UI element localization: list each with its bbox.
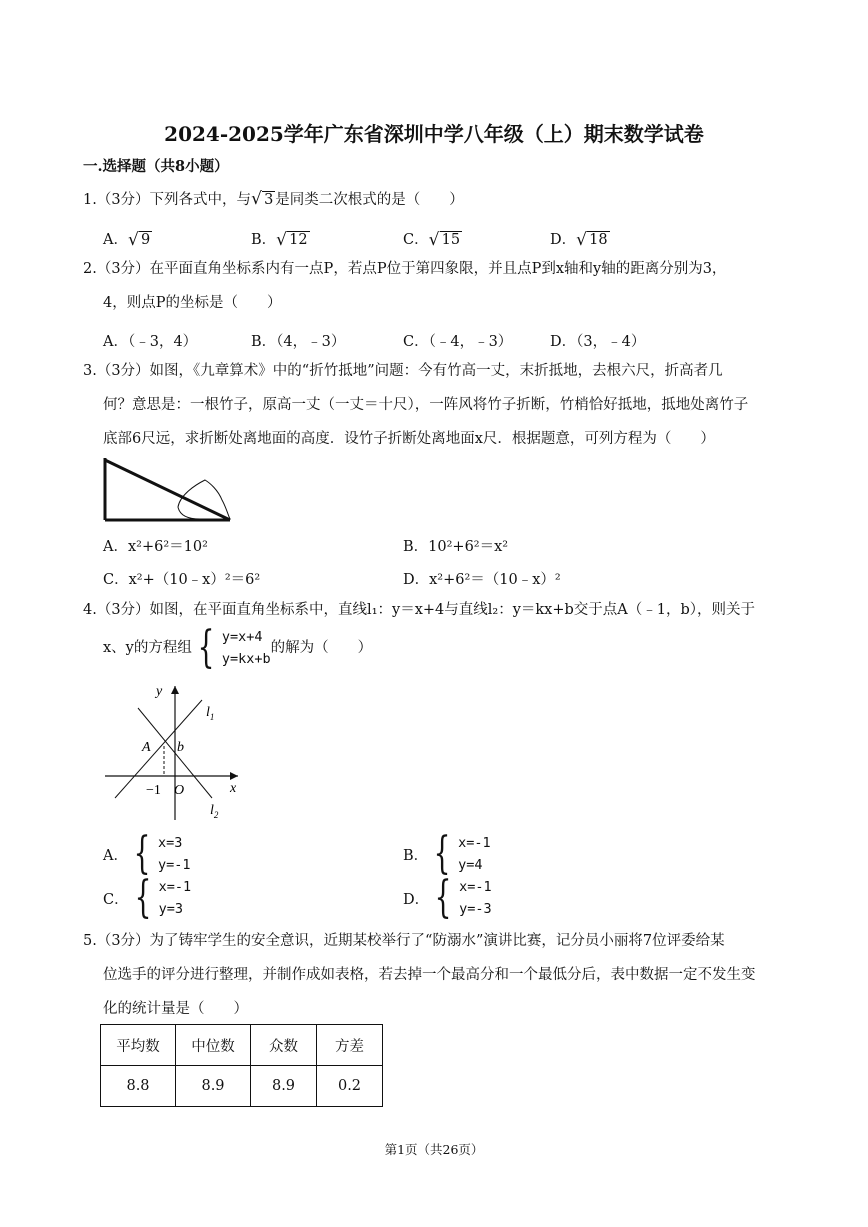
q2-line-1: 2.（3分）在平面直角坐标系内有一点P，若点P位于第四象限，并且点P到x轴和y轴的距离分别为3， bbox=[83, 261, 727, 277]
q5-line-3: 化的统计量是（ ） bbox=[103, 1001, 248, 1017]
q3-option-a: A．x²+6²＝10² bbox=[103, 539, 208, 555]
table-row bbox=[101, 1066, 383, 1107]
table-cell: 8.8 bbox=[101, 1066, 176, 1107]
q4-option-c: C． { x=-1 y=3 bbox=[103, 872, 192, 923]
bamboo-diagram bbox=[100, 455, 235, 525]
q1-option-c: C．√ 15 bbox=[403, 228, 462, 249]
broken-bamboo bbox=[105, 460, 230, 520]
table-cell: 8.9 bbox=[176, 1066, 251, 1107]
q3-option-d: D．x²+6²＝（10﹣x）² bbox=[403, 572, 561, 588]
stats-table bbox=[100, 1024, 383, 1107]
table-header-cell: 平均数 bbox=[101, 1025, 176, 1066]
point-a-label: A bbox=[142, 740, 151, 755]
q4-option-b: B． { x=-1 y=4 bbox=[403, 828, 491, 879]
q2-line-2: 4，则点P的坐标是（ ） bbox=[103, 295, 282, 311]
q4-line-2 bbox=[103, 622, 373, 673]
q4-line-2-post: 的解为（ ） bbox=[270, 639, 373, 656]
l1-label: $l_1$ bbox=[206, 705, 215, 722]
q5-line-2: 位选手的评分进行整理，并制作成如表格，若去掉一个最高分和一个最低分后，表中数据一定不发生变 bbox=[103, 967, 756, 983]
q4-option-d: D． { x=-1 y=-3 bbox=[403, 872, 492, 923]
table-cell: 0.2 bbox=[317, 1066, 383, 1107]
q4-option-a: A． { x=3 y=-1 bbox=[103, 828, 191, 879]
b-label: b bbox=[177, 740, 184, 755]
q3-option-b: B．10²+6²＝x² bbox=[403, 539, 509, 555]
q1-option-d: D．√ 18 bbox=[550, 228, 610, 249]
q4-equation-system: { y=x+4 y=kx+b bbox=[197, 622, 271, 673]
q1-option-a: A．√ 9 bbox=[103, 228, 152, 249]
l2-label: $l_2$ bbox=[210, 803, 219, 820]
table-cell: 8.9 bbox=[251, 1066, 317, 1107]
q3-line-2: 何？意思是：一根竹子，原高一丈（一丈＝十尺），一阵风将竹子折断，竹梢恰好抵地，抵地处离竹子 bbox=[103, 397, 749, 413]
q1-radicand: 3 bbox=[264, 192, 274, 208]
q2-option-c: C．（﹣4，﹣3） bbox=[403, 334, 513, 350]
section-heading: 一.选择题（共8小题） bbox=[83, 158, 229, 175]
q3-line-3: 底部6尺远，求折断处离地面的高度．设竹子折断处离地面x尺．根据题意，可列方程为（ ） bbox=[103, 431, 715, 447]
q4-line-1: 4.（3分）如图，在平面直角坐标系中，直线l₁：y＝x+4与直线l₂：y＝kx+b交于点A（﹣1，b），则关于 bbox=[83, 602, 756, 618]
question-1-stem bbox=[83, 193, 464, 208]
q2-option-d: D．（3，﹣4） bbox=[550, 334, 646, 350]
x-axis-arrow bbox=[230, 772, 238, 780]
q1-option-b: B．√ 12 bbox=[251, 228, 310, 249]
table-header-cell: 中位数 bbox=[176, 1025, 251, 1066]
q1-sqrt bbox=[251, 193, 275, 208]
page-footer: 第1页（共26页） bbox=[384, 1142, 484, 1157]
q4-line-2-pre: x、y的方程组 bbox=[103, 639, 192, 656]
y-axis-arrow bbox=[171, 686, 179, 694]
table-header-cell: 众数 bbox=[251, 1025, 317, 1066]
neg-one-label: −1 bbox=[146, 783, 161, 798]
q5-line-1: 5.（3分）为了铸牢学生的安全意识，近期某校举行了“防溺水”演讲比赛，记分员小丽将7位评委给某 bbox=[83, 933, 725, 949]
x-axis-label: x bbox=[230, 781, 237, 796]
q1-stem-pre: 1.（3分）下列各式中，与 bbox=[83, 192, 252, 208]
origin-label: O bbox=[174, 783, 185, 798]
q2-option-a: A．（﹣3，4） bbox=[103, 334, 198, 350]
q1-stem-post: 是同类二次根式的是（ ） bbox=[275, 192, 464, 208]
table-header-row bbox=[101, 1025, 383, 1066]
q3-line-1: 3.（3分）如图，《九章算术》中的“折竹抵地”问题：今有竹高一丈，末折抵地，去根六尺，折高者几 bbox=[83, 363, 723, 379]
y-axis-label: y bbox=[156, 684, 163, 699]
page-title: 2024-2025学年广东省深圳中学八年级（上）期末数学试卷 bbox=[164, 122, 704, 146]
q2-option-b: B．（4，﹣3） bbox=[251, 334, 346, 350]
coordinate-graph bbox=[100, 680, 250, 825]
q3-option-c: C．x²+（10﹣x）²＝6² bbox=[103, 572, 261, 588]
table-header-cell: 方差 bbox=[317, 1025, 383, 1066]
